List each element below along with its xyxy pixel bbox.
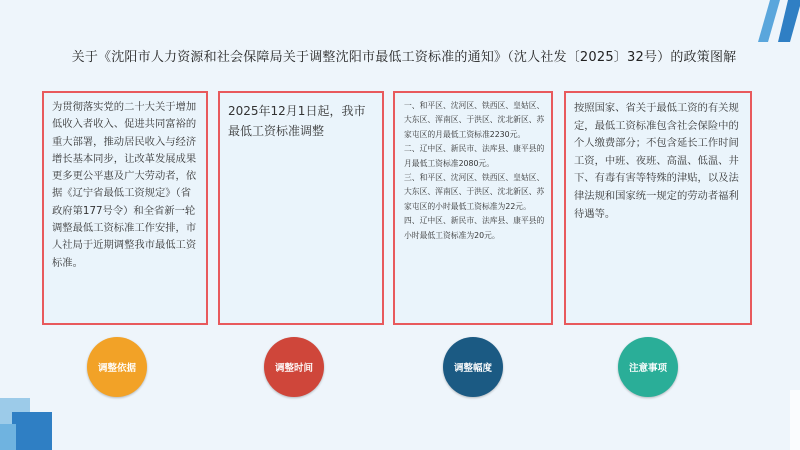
adjustment-range-item: 三、和平区、沈河区、铁西区、皇姑区、大东区、浑南区、于洪区、沈北新区、苏家屯区的小时最低工资标准为22元。: [404, 173, 545, 211]
adjustment-range-item: 一、和平区、沈河区、铁西区、皇姑区、大东区、浑南区、于洪区、沈北新区、苏家屯区的月最低工资标准2230元。: [404, 101, 545, 139]
notes-card: [564, 91, 752, 325]
adjustment-time-badge: 调整时间: [264, 337, 324, 397]
adjustment-range-item: 二、辽中区、新民市、法库县、康平县的月最低工资标准2080元。: [404, 144, 545, 168]
page-title: 关于《沈阳市人力资源和社会保障局关于调整沈阳市最低工资标准的通知》（沈人社发〔2025〕32号）的政策图解: [71, 50, 737, 65]
adjustment-time-text: 2025年12月1日起，我市最低工资标准调整: [228, 104, 366, 138]
corner-stripes-decoration: [730, 0, 800, 42]
corner-bar-decoration: [770, 390, 800, 450]
notes-text: 按照国家、省关于最低工资的有关规定，最低工资标准包含社会保险中的个人缴费部分；不包含延长工作时间工资，中班、夜班、高温、低温、井下、有毒有害等特殊的津贴，以及法律法规和国家统一规定的劳动者福利待遇等。: [574, 102, 739, 220]
adjustment-basis-text: 为贯彻落实党的二十大关于增加低收入者收入、促进共同富裕的重大部署，推动居民收入与经济增长基本同步，让改革发展成果更多更公平惠及广大劳动者，依据《辽宁省最低工资规定》（省政府第177号令）和全省新一轮调整最低工资标准工作安排，市人社局于近期调整我市最低工资标准。: [52, 101, 197, 269]
adjustment-time-card: [218, 91, 384, 325]
adjustment-range-badge: 调整幅度: [443, 337, 503, 397]
notes-badge: 注意事项: [618, 337, 678, 397]
adjustment-basis-badge: 调整依据: [87, 337, 147, 397]
adjustment-basis-card: [42, 91, 208, 325]
adjustment-range-item: 四、辽中区、新民市、法库县、康平县的小时最低工资标准为20元。: [404, 216, 545, 240]
corner-squares-decoration: [0, 398, 52, 450]
adjustment-range-card: [393, 91, 553, 325]
